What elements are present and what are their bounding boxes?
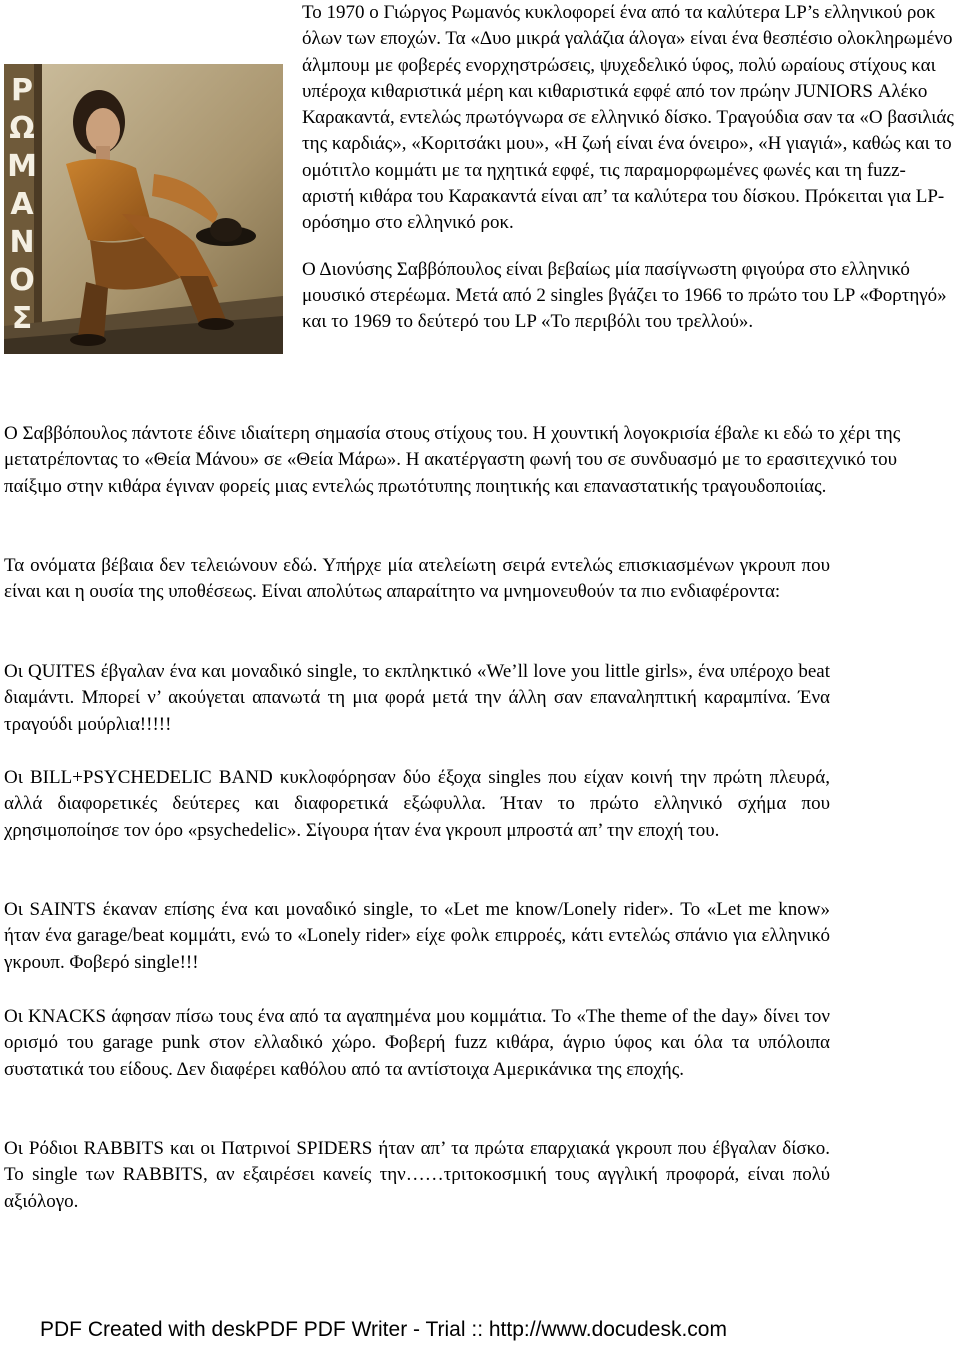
paragraph-knacks: Οι KNACKS άφησαν πίσω τους ένα από τα αγαπημένα μου κομμάτια. Το «The theme of the day» δίνει τον ορισμό του garage punk στον ελλαδικό χώρο. Φοβερή fuzz κιθάρα, άγριο ύφος και όλα τα υπόλοιπα συστατικά του είδους. Δεν διαφέρει καθόλου από τα αντίστοιχα Αμερικάνικα της εποχής. xyxy=(4,1006,830,1080)
paragraph-rabbits-spiders: Οι Ρόδιοι RABBITS και οι Πατρινοί SPIDERS ήταν απ’ τα πρώτα επαρχιακά γκρουπ που έβγαλαν δίσκο. Το single των RABBITS, αν εξαιρέσει κανείς την……τριτοκοσμική τους αγγλική προφορά, είναι πολύ αξιόλογο. xyxy=(4,1138,830,1212)
cover-title-letter: Ο xyxy=(9,263,35,298)
paragraph-quites: Οι QUITES έβγαλαν ένα και μοναδικό single, το εκπληκτικό «We’ll love you little girls», ένα υπέροχο beat διαμάντι. Μπορεί ν’ ακούγεται απανωτά τη μια φορά μετά την άλλη σαν επαναληπτική καραμπίνα. Ένα τραγούδι μούρλια!!!!! xyxy=(4,661,830,735)
paragraph-savvopoulos-lyrics: Ο Σαββόπουλος πάντοτε έδινε ιδιαίτερη σημασία στους στίχους του. Η χουντική λογοκρισία έβαλε κι εδώ το χέρι της μετατρέποντας το «Θεία Μάνου» σε «Θεία Μάρω». Η ακατέργαστη φωνή του σε συνδυασμό με το ερασιτεχνικό του παίξιμο στην κιθάρα έγιναν φορείς μιας εντελώς πρωτότυπης ποιητικής και επαναστατικής τραγουδοποιίας. xyxy=(4,423,901,497)
album-cover-image xyxy=(4,64,283,354)
cover-title-letter: Σ xyxy=(11,301,33,336)
cover-title-letter: Α xyxy=(10,187,34,222)
album-cover-illustration xyxy=(4,64,283,354)
intro-text-column xyxy=(302,0,958,336)
cover-title-letter: Ω xyxy=(9,111,35,146)
cover-title-letter: Ρ xyxy=(11,73,33,108)
cover-title-letter: Ν xyxy=(9,225,35,260)
cover-title-letter: Μ xyxy=(7,149,37,184)
paragraph-savvopoulos-intro: Ο Διονύσης Σαββόπουλος είναι βεβαίως μία πασίγνωστη φιγούρα στο ελληνικό μουσικό στερέωμα. Μετά από 2 singles βγάζει το 1966 το πρώτο του LP «Φορτηγό» και το 1969 το δεύτερό του LP «Το περιβόλι του τρελλού». xyxy=(302,258,947,333)
paragraph-bill-psychedelic-band: Οι BILL+PSYCHEDELIC BAND κυκλοφόρησαν δύο έξοχα singles που είχαν κοινή την πρώτη πλευρά, αλλά διαφορετικές δεύτερες και διαφορετικά εξώφυλλα. Ήταν το πρώτο ελληνικό σχήμα που χρησιμοποίησε τον όρο «psychedelic». Σίγουρα ήταν ένα γκρουπ μπροστά απ’ την εποχή του. xyxy=(4,767,830,841)
paragraph-more-names: Τα ονόματα βέβαια δεν τελειώνουν εδώ. Υπήρχε μία ατελείωτη σειρά εντελώς επισκιασμένων γκρουπ που είναι και η ουσία της υποθέσεως. Είναι απολύτως απαραίτητο να μνημονευθούν τα πιο ενδιαφέροντα: xyxy=(4,555,830,603)
pdf-watermark-footer: PDF Created with deskPDF PDF Writer - Trial :: http://www.docudesk.com xyxy=(40,1318,727,1341)
paragraph-saints: Οι SAINTS έκαναν επίσης ένα και μοναδικό single, το «Let me know/Lonely rider». Το «Let me know» ήταν ένα garage/beat κομμάτι, ενώ το «Lonely rider» είχε φολκ επιρροές, κάτι εντελώς σπάνιο για ελληνικό γκρουπ. Φοβερό single!!! xyxy=(4,899,830,973)
paragraph-romanos: Το 1970 ο Γιώργος Ρωμανός κυκλοφορεί ένα από τα καλύτερα LP’s ελληνικού ροκ όλων των εποχών. Τα «Δυο μικρά γαλάζια άλογα» είναι ένα θεσπέσιο ολοκληρωμένο άλμπουμ με φοβερές ενορχηστρώσεις, ψυχεδελικό ύφος, πολύ ωραίους στίχους και υπέροχα κιθαριστικά μέρη και κιθαριστικά εφφέ από τον πρώην JUNIORS Αλέκο Καρακαντά, εντελώς πρωτόγνωρα σε ελληνικό δίσκο. Τραγούδια σαν τα «Ο βασιλιάς της καρδιάς», «Κοριτσάκι μου», «Η ζωή είναι ένα όνειρο», «Η γιαγιά», καθώς και το ομότιτλο κομμάτι με τα ηχητικά εφφέ, τις παραμορφωμένες φωνές και τη fuzz-αριστή κιθάρα του Καρακαντά είναι απ’ τα καλύτερα του δίσκου. Πρόκειται για LP-ορόσημο στο ελληνικό ροκ. xyxy=(302,2,954,234)
